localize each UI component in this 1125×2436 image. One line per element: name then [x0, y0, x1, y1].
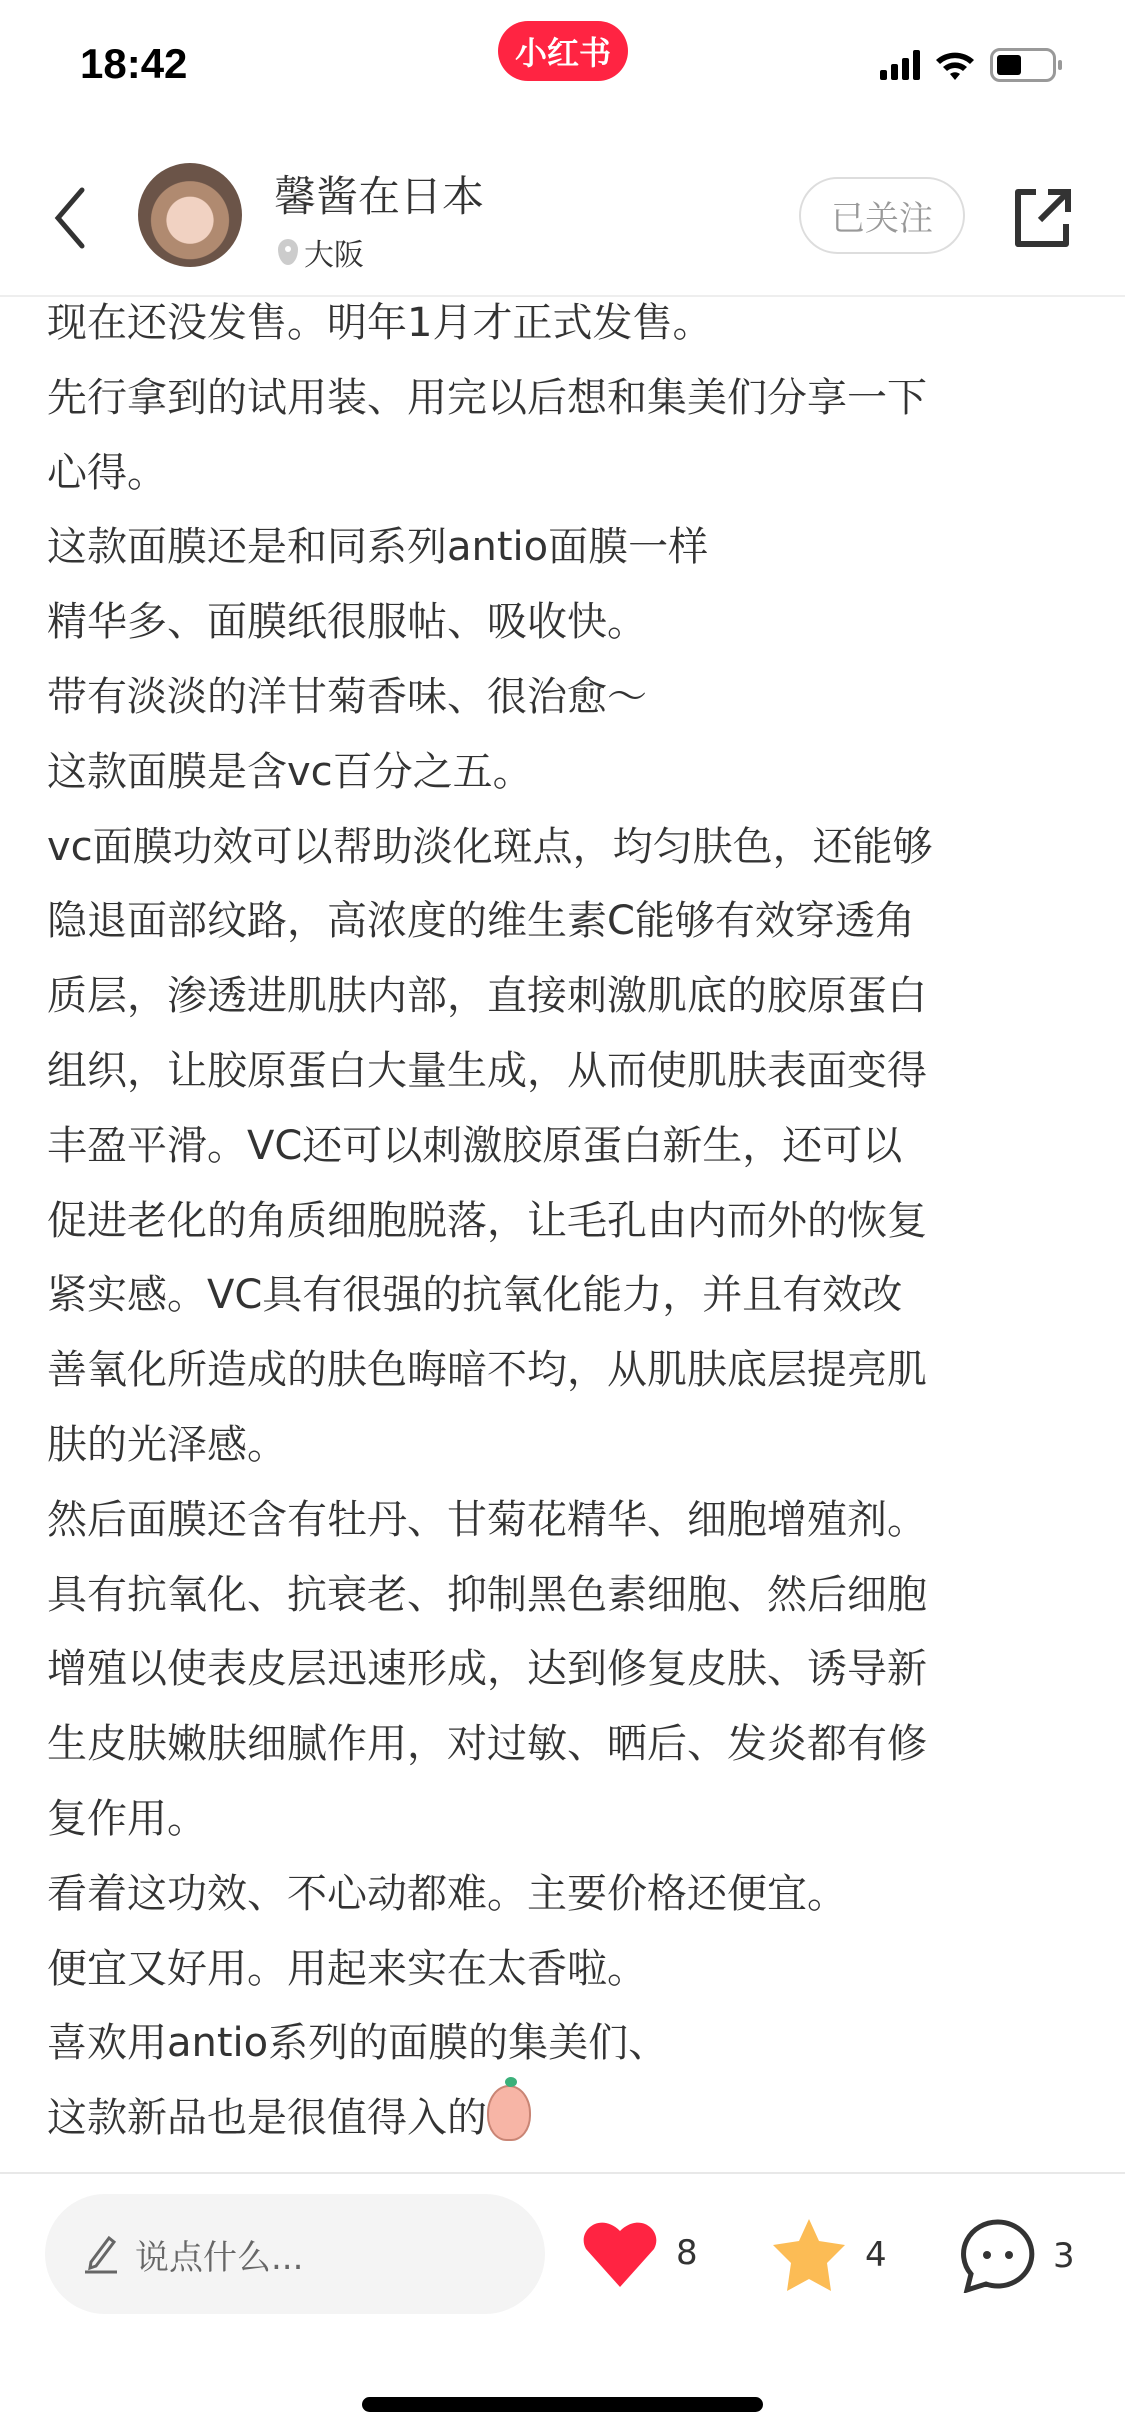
- post-text: 丰盈平滑。VC还可以刺激胶原蛋白新生，还可以: [47, 1122, 903, 1169]
- post-text-line: [47, 2081, 1087, 2156]
- comment-bubble-icon: [961, 2219, 1035, 2293]
- post-text-line: [47, 1782, 1087, 1857]
- post-text-line: [47, 2006, 1087, 2081]
- heart-icon: [582, 2219, 658, 2287]
- signal-icon: [880, 50, 920, 80]
- author-location: [278, 230, 364, 274]
- post-text-line: [47, 585, 1087, 660]
- pencil-icon: [83, 2234, 119, 2274]
- comment-input[interactable]: [45, 2194, 545, 2314]
- post-text-line: [47, 884, 1087, 959]
- post-text: 喜欢用antio系列的面膜的集美们、: [47, 2020, 669, 2067]
- shy-peach-emoji-icon: [487, 2085, 531, 2141]
- post-text: 带有淡淡的洋甘菊香味、很治愈～: [47, 673, 647, 720]
- post-text: 这款面膜是含vc百分之五。: [47, 748, 533, 795]
- home-indicator[interactable]: [362, 2397, 763, 2412]
- post-text-line: [47, 735, 1087, 810]
- post-text-line: [47, 361, 1087, 436]
- location-text: 大阪: [304, 238, 364, 273]
- post-text-line: [47, 1408, 1087, 1483]
- post-text-line: [47, 810, 1087, 885]
- post-text: 心得。: [47, 449, 167, 496]
- like-button[interactable]: [582, 2219, 698, 2287]
- post-text-line: [47, 1333, 1087, 1408]
- post-text: 增殖以使表皮层迅速形成，达到修复皮肤、诱导新: [47, 1646, 927, 1693]
- wifi-icon: [934, 49, 976, 81]
- post-text-line: [47, 959, 1087, 1034]
- app-logo-badge: 小红书: [498, 21, 628, 81]
- post-text-line: [47, 286, 1087, 361]
- share-icon[interactable]: [1010, 186, 1074, 250]
- post-text-line: [47, 1184, 1087, 1259]
- post-text-line: [47, 1109, 1087, 1184]
- status-time: 18:42: [80, 40, 188, 87]
- post-text: 先行拿到的试用装、用完以后想和集美们分享一下: [47, 374, 927, 421]
- post-text-line: [47, 436, 1087, 511]
- post-text: 现在还没发售。明年1月才正式发售。: [47, 300, 713, 346]
- post-text: 精华多、面膜纸很服帖、吸收快。: [47, 599, 647, 646]
- back-chevron-icon[interactable]: [50, 186, 90, 250]
- status-icons: [880, 48, 1056, 82]
- post-text: vc面膜功效可以帮助淡化斑点，均匀肤色，还能够: [47, 823, 933, 870]
- post-text: 善氧化所造成的肤色晦暗不均，从肌肤底层提亮肌: [47, 1347, 927, 1394]
- post-text-line: [47, 1857, 1087, 1932]
- post-text-line: [47, 1483, 1087, 1558]
- star-icon: [771, 2219, 847, 2291]
- post-text: 便宜又好用。用起来实在太香啦。: [47, 1945, 647, 1992]
- post-text: 这款面膜还是和同系列antio面膜一样: [47, 524, 709, 571]
- post-text: 具有抗氧化、抗衰老、抑制黑色素细胞、然后细胞: [47, 1571, 927, 1618]
- follow-button[interactable]: 已关注: [799, 177, 965, 254]
- post-text-line: [47, 1632, 1087, 1707]
- post-text: 紧实感。VC具有很强的抗氧化能力，并且有效改: [47, 1272, 903, 1319]
- post-text: 促进老化的角质细胞脱落，让毛孔由内而外的恢复: [47, 1197, 927, 1244]
- collect-button[interactable]: [771, 2219, 887, 2291]
- post-text: 看着这功效、不心动都难。主要价格还便宜。: [47, 1870, 847, 1917]
- post-text: 复作用。: [47, 1795, 207, 1842]
- post-text-line: [47, 1932, 1087, 2007]
- location-pin-icon: [278, 239, 298, 265]
- like-count: 8: [676, 2233, 698, 2273]
- comment-placeholder: 说点什么...: [135, 2237, 304, 2278]
- comment-button[interactable]: [961, 2219, 1075, 2293]
- comment-count: 3: [1053, 2236, 1075, 2276]
- post-text-line: [47, 1707, 1087, 1782]
- author-avatar[interactable]: [138, 163, 242, 267]
- post-text-line: [47, 660, 1087, 735]
- post-text-line: [47, 510, 1087, 585]
- post-text: 质层，渗透进肌肤内部，直接刺激肌底的胶原蛋白: [47, 973, 927, 1020]
- post-text: 这款新品也是很值得入的: [47, 2095, 487, 2142]
- battery-icon: [990, 48, 1056, 82]
- post-text: 然后面膜还含有牡丹、甘菊花精华、细胞增殖剂。: [47, 1496, 927, 1543]
- collect-count: 4: [865, 2235, 887, 2275]
- post-text: 生皮肤嫩肤细腻作用，对过敏、晒后、发炎都有修: [47, 1721, 927, 1768]
- post-text-line: [47, 1034, 1087, 1109]
- post-text: 组织，让胶原蛋白大量生成，从而使肌肤表面变得: [47, 1047, 927, 1094]
- post-text-line: [47, 1258, 1087, 1333]
- post-text: 隐退面部纹路，高浓度的维生素C能够有效穿透角: [47, 898, 915, 945]
- post-body: [47, 286, 1087, 2156]
- post-text: 肤的光泽感。: [47, 1421, 287, 1468]
- post-text-line: [47, 1558, 1087, 1633]
- author-name[interactable]: 馨酱在日本: [274, 172, 485, 221]
- post-header: [0, 150, 1125, 297]
